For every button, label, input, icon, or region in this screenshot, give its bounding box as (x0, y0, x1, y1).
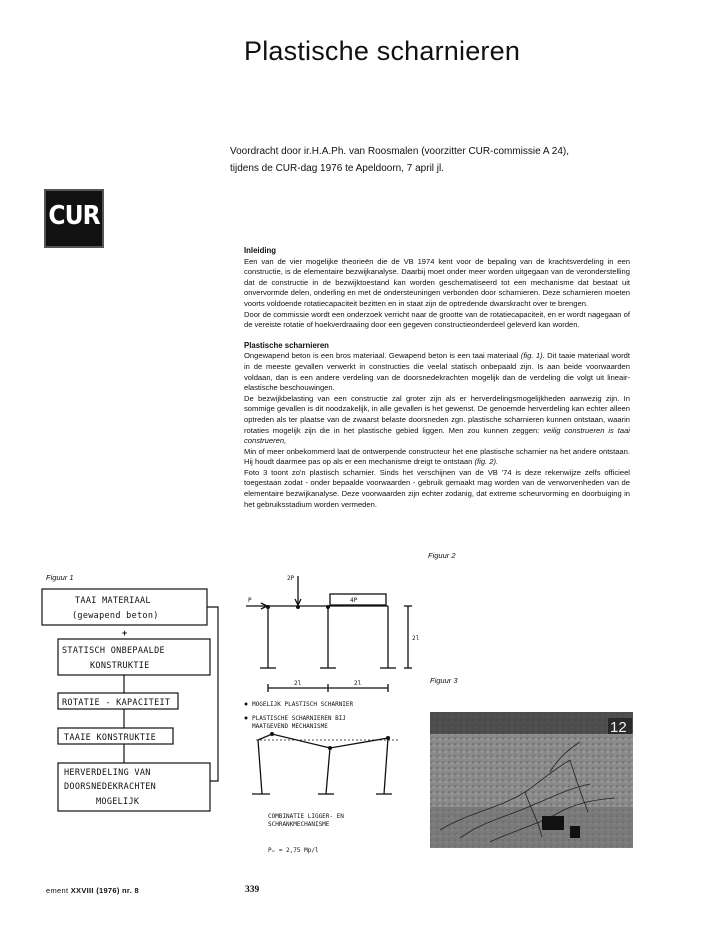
flow-box1-line2: (gewapend beton) (72, 611, 159, 621)
mechanism-beam (258, 734, 388, 748)
flow-box4-text: TAAIE KONSTRUKTIE (64, 733, 157, 743)
footer-journal (46, 886, 139, 895)
fig2-reference: (fig. 2). (474, 457, 499, 467)
mechanism-column-left (258, 740, 262, 794)
legend-mechanism-line2: MAATGEVEND MECHANISME (252, 723, 328, 730)
mechanism-column-right (384, 738, 388, 794)
page-title: Plastische scharnieren (244, 36, 521, 66)
paragraph-plastische-1: Ongewapend beton is een bros materiaal. Gewapend beton is een taai materiaal (fig. 1). Dit taaie materiaal wordt in de meeste gevallen verwerkt in constructies die veelal statisch onbepaald zijn. Is aan beide voorwaarden voldaan, dan is een andere verdeling van de doorsnedekrachten mogelijk dan de verdeling die volgt uit lineair-elastische beschouwingen. (244, 351, 630, 393)
caption-combination-line1: COMBINATIE LIGGER- EN (268, 813, 344, 820)
byline (230, 143, 650, 177)
flow-box5-line2: DOORSNEDEKRACHTEN (64, 782, 157, 792)
flow-plus: + (122, 629, 128, 639)
legend-possible-hinge: MOGELIJK PLASTISCH SCHARNIER (252, 701, 354, 708)
flow-box3-text: ROTATIE - KAPACITEIT (62, 698, 171, 708)
flow-box1-line1: TAAI MATERIAAL (75, 596, 151, 606)
figure-2-frame-diagram (238, 568, 428, 860)
byline-line-1: Voordracht door ir.H.A.Ph. van Roosmalen (voorzitter CUR-commissie A 24), (230, 146, 570, 157)
figure-3-photo (430, 712, 633, 848)
label-height: 2l (412, 635, 420, 642)
emphasis-quote: veilig construeren is taai construeren, (244, 425, 630, 446)
distributed-load (330, 594, 386, 605)
photo-dark-patch (542, 816, 564, 830)
formula-collapse-load: Pᵤ = 2,75 Mp/l (268, 847, 319, 854)
paragraph-inleiding-1: Een van de vier mogelijke theorieën die de VB 1974 kent voor de bepaling van de krachtsverdeling in een constructie, is de elementaire bezwijkanalyse. Daarbij moet onder meer worden uitgegaan van de veronderstelling dat de constructie in de bezwijktoestand kan worden geschematiseerd tot een mechanisme dat bestaat uit onvervormde delen, onderling en met de ondersteuningen verbonden door scharnieren. Deze scharnieren moeten voorts voldoende rotatiecapaciteit bezitten en in staat zijn de optredende dwarskracht over te brengen. (244, 256, 630, 308)
label-load-p: P (248, 597, 252, 604)
paragraph-plastische-2: De bezwijkbelasting van een constructie zal groter zijn als er herverdelingsmogelijkheden aanwezig zijn. In sommige gevallen is dit noodzakelijk, in alle gevallen is het gewenst. De genoemde herverdeling kan echter alleen optreden als ter plaatse van de zwaarst belaste doorsneden zgn. plastische scharnieren kunnen ontstaan, waarin rotaties mogelijk zijn die in het plastische gebied liggen. Men zou kunnen zeggen: veilig construeren is taai construeren, (244, 393, 630, 446)
footer-journal-prefix: ement (46, 886, 69, 895)
figure-3-label: Figuur 3 (430, 676, 458, 685)
hinge-marker (266, 605, 270, 609)
paragraph-plastische-4: Foto 3 toont zo'n plastisch scharnier. Sinds het verschijnen van de VB '74 is deze rekenwijze zelfs officieel toegestaan zodat - onder bepaalde voorwaarden - gebruik gemaakt mag worden van de verworvenheden van de elementaire bezwijkanalyse. Deze voorwaarden zijn echter zodanig, dat extreme scheurvorming en doorbuiging in het gebruiksstadium worden vermeden. (244, 467, 630, 509)
flow-box2-line1: STATISCH ONBEPAALDE (62, 646, 165, 656)
legend-mechanism-line1: PLASTISCHE SCHARNIEREN BIJ (252, 715, 346, 722)
label-load-2p: 2P (287, 575, 295, 582)
cur-logo (44, 189, 104, 248)
flow-box5-line1: HERVERDELING VAN (64, 768, 151, 778)
caption-combination-line2: SCHRANKMECHANISME (268, 821, 330, 828)
label-span-1: 2l (294, 680, 302, 687)
label-load-4p: 4P (350, 597, 358, 604)
paragraph-inleiding-2: Door de commissie wordt een onderzoek verricht naar de grootte van de rotatiecapaciteit, en er wordt nagegaan of de vereiste rotatie of hoekverdraaiing door een gegeven constructieonderdeel geleverd kan worden. (244, 309, 630, 330)
flow-box2-line2: KONSTRUKTIE (90, 661, 150, 671)
photo-number: 12 (610, 719, 627, 736)
section-heading-inleiding: Inleiding (244, 246, 277, 255)
flow-feedback-line (207, 607, 218, 781)
figure-1-label: Figuur 1 (46, 573, 74, 582)
mechanism-column-middle (326, 748, 330, 794)
byline-line-2: tijdens de CUR-dag 1976 te Apeldoorn, 7 april jl. (230, 163, 445, 174)
flow-box5-line3: MOGELIJK (96, 797, 140, 807)
cur-logo-text: CUR (48, 201, 100, 231)
label-span-2: 2l (354, 680, 362, 687)
article-body (244, 246, 630, 510)
section-heading-plastische: Plastische scharnieren (244, 340, 329, 350)
page-number: 339 (245, 885, 260, 895)
figure-1-flowchart (40, 583, 225, 823)
figure-2-label: Figuur 2 (428, 551, 456, 560)
paragraph-plastische-3: Min of meer onbekommerd laat de ontwerpende constructeur het ene plastische scharnier na het andere ontstaan. Hij houdt daarmee pas op als er een mechanisme dreigt te ontstaan (fig. 2). (244, 446, 630, 467)
footer-journal-volume: XXVIII (1976) nr. 8 (70, 886, 139, 895)
fig1-reference: (fig. 1). (520, 351, 545, 361)
